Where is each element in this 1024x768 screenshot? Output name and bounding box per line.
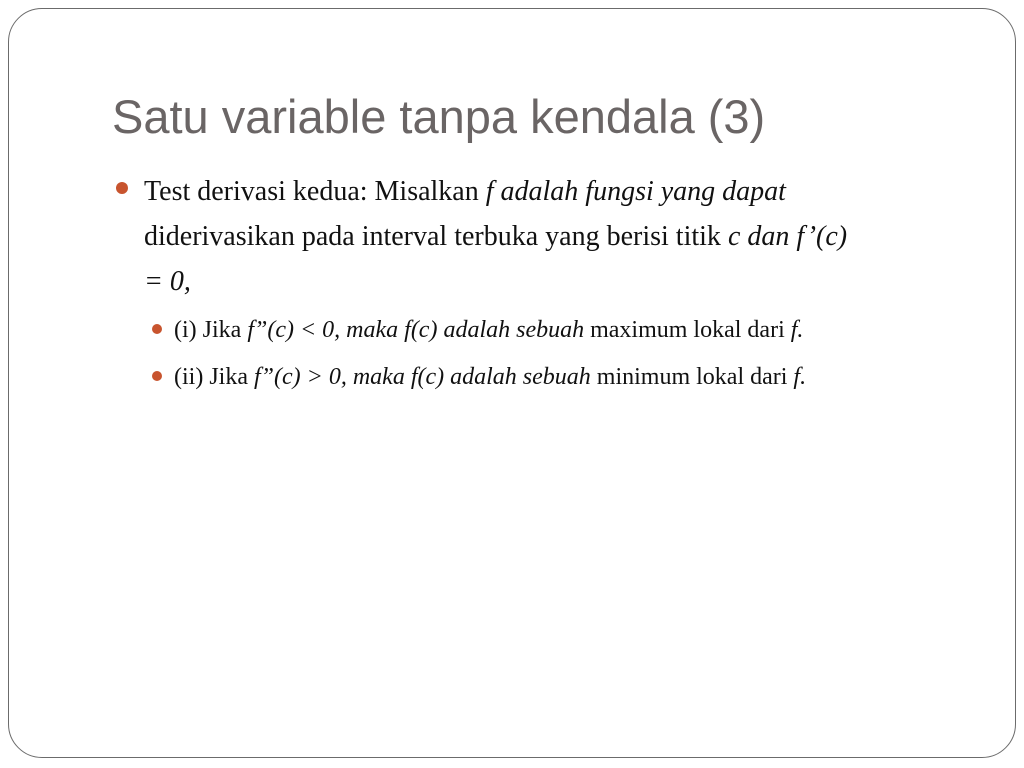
bullet-dot-icon: [152, 324, 162, 334]
sub-bullet-minimum: [174, 354, 974, 401]
sub-bullet-text-4: f.: [790, 317, 804, 343]
slide-title: Satu variable tanpa kendala (3): [112, 90, 766, 143]
sub-bullet-text-3: maximum lokal dari: [584, 317, 791, 343]
sub-bullet-maximum: [174, 307, 974, 354]
bullet-main-text-2: f adalah fungsi yang dapat: [485, 176, 786, 207]
slide-content: [144, 169, 974, 401]
sub-bullet-text-1: (ii) Jika: [174, 364, 254, 390]
bullet-dot-icon: [152, 371, 162, 381]
bullet-main: [144, 169, 974, 304]
sub-bullet-text-2: f”(c) > 0, maka f(c) adalah sebuah: [253, 364, 591, 390]
bullet-dot-icon: [116, 182, 128, 194]
sub-bullet-text-3: minimum lokal dari: [590, 364, 794, 390]
sub-bullet-text-2: f”(c) < 0, maka f(c) adalah sebuah: [247, 317, 585, 343]
sub-bullet-text-1: (i) Jika: [174, 317, 248, 343]
sub-bullet-text-4: f.: [793, 364, 807, 390]
bullet-main-text-1: Test derivasi kedua: Misalkan: [144, 176, 486, 207]
bullet-main-text-5: = 0,: [144, 266, 191, 297]
bullet-main-text-4: c dan f’(c): [727, 221, 848, 252]
bullet-main-text-3: diderivasikan pada interval terbuka yang berisi titik: [144, 221, 728, 252]
